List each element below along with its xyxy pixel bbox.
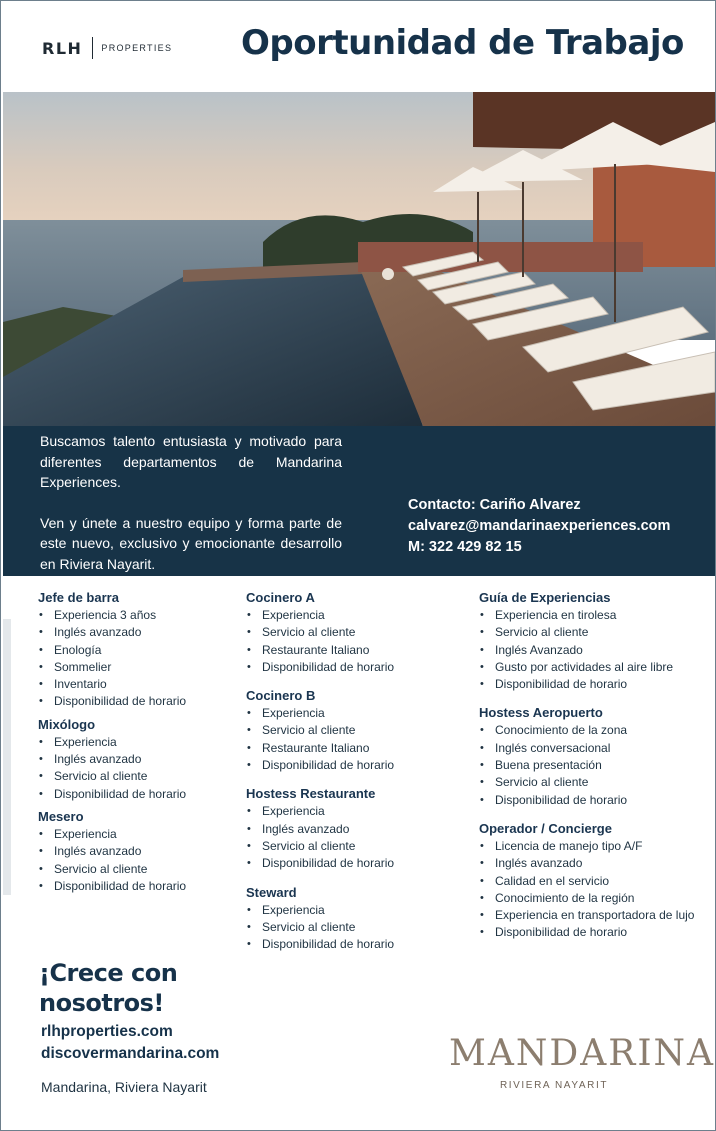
job-title: Operador / Concierge [479, 820, 612, 836]
requirements-list [246, 607, 466, 676]
requirement-item: • Restaurante Italiano [246, 740, 466, 757]
requirement-item: • Inglés avanzado [38, 751, 228, 768]
jobs-column-1 [38, 589, 228, 900]
requirement-item: • Servicio al cliente [246, 838, 466, 855]
job-title: Hostess Aeropuerto [479, 705, 603, 721]
requirement-item: • Disponibilidad de horario [38, 878, 228, 895]
requirements-list [246, 803, 466, 872]
contact-block [408, 495, 670, 558]
job-title: Mesero [38, 808, 84, 824]
hero-photo-infinity-pool [3, 92, 715, 426]
requirement-item: • Restaurante Italiano [246, 642, 466, 659]
requirement-item: • Licencia de manejo tipo A/F [479, 838, 711, 855]
job-listing [38, 589, 228, 711]
requirement-item: • Disponibilidad de horario [479, 792, 711, 809]
job-listing [38, 808, 228, 895]
intro-paragraph: Ven y únete a nuestro equipo y forma parte de este nuevo, exclusivo y emocionante desarrollo en Riviera Nayarit. [40, 514, 342, 572]
requirement-item: • Disponibilidad de horario [38, 693, 228, 710]
requirement-item: • Inglés avanzado [38, 624, 228, 641]
requirement-item: • Enología [38, 642, 228, 659]
location-text: Mandarina, Riviera Nayarit [41, 1079, 207, 1095]
requirement-item: • Disponibilidad de horario [246, 936, 466, 953]
job-title: Hostess Restaurante [246, 786, 376, 802]
job-listing [246, 884, 466, 954]
job-title: Mixólogo [38, 716, 96, 732]
requirement-item: • Servicio al cliente [38, 768, 228, 785]
requirement-item: • Experiencia 3 años [38, 607, 228, 624]
job-listing [38, 716, 228, 803]
link-discovermandarina[interactable]: discovermandarina.com [41, 1045, 220, 1062]
contact-name: Contacto: Cariño Alvarez [408, 497, 581, 513]
requirement-item: • Buena presentación [479, 757, 711, 774]
requirement-item: • Servicio al cliente [479, 624, 711, 641]
requirement-item: • Disponibilidad de horario [479, 676, 711, 693]
requirement-item: • Disponibilidad de horario [479, 924, 711, 941]
requirement-item: • Experiencia [38, 826, 228, 843]
requirement-item: • Sommelier [38, 659, 228, 676]
requirement-item: • Disponibilidad de horario [246, 855, 466, 872]
website-links [41, 1021, 219, 1065]
intro-paragraph: Buscamos talento entusiasta y motivado para diferentes departamentos de Mandarina Experiences. [40, 433, 342, 490]
grow-with-us-heading [39, 958, 177, 1018]
logo-divider [92, 37, 93, 59]
requirements-list [246, 705, 466, 774]
logo-name: RLH [42, 38, 83, 58]
job-listing [246, 687, 466, 774]
requirement-item: • Inventario [38, 676, 228, 693]
logo-subtitle: PROPERTIES [101, 43, 173, 53]
mandarina-logo [449, 1033, 716, 1091]
job-listing [479, 589, 711, 693]
requirement-item: • Inglés Avanzado [479, 642, 711, 659]
jobs-column-2 [246, 589, 466, 964]
intro-contact-band [3, 426, 715, 576]
requirement-item: • Inglés avanzado [479, 855, 711, 872]
requirement-item: • Conocimiento de la región [479, 890, 711, 907]
requirement-item: • Inglés conversacional [479, 740, 711, 757]
requirement-item: • Experiencia en tirolesa [479, 607, 711, 624]
job-title: Jefe de barra [38, 590, 119, 605]
rlh-properties-logo [42, 37, 172, 59]
requirement-item: • Servicio al cliente [246, 919, 466, 936]
requirements-list [246, 902, 466, 954]
requirements-list [479, 722, 711, 808]
job-title: Guía de Experiencias [479, 590, 611, 605]
requirement-item: • Conocimiento de la zona [479, 722, 711, 739]
requirement-item: • Disponibilidad de horario [38, 786, 228, 803]
requirement-item: • Servicio al cliente [246, 722, 466, 739]
requirements-list [38, 734, 228, 803]
job-listing [479, 820, 711, 942]
requirement-item: • Calidad en el servicio [479, 873, 711, 890]
requirements-list [38, 607, 228, 711]
requirement-item: • Experiencia en transportadora de lujo [479, 907, 711, 924]
brand-subtitle: RIVIERA NAYARIT [499, 1080, 609, 1091]
requirement-item: • Inglés avanzado [246, 821, 466, 838]
requirement-item: • Experiencia [246, 902, 466, 919]
intro-text [40, 431, 342, 574]
requirement-item: • Experiencia [38, 734, 228, 751]
page-title: Oportunidad de Trabajo [241, 23, 684, 63]
requirement-item: • Experiencia [246, 607, 466, 624]
job-title: Cocinero A [246, 590, 315, 605]
job-title: Cocinero B [246, 688, 316, 704]
grow-line: ¡Crece con [39, 959, 178, 987]
requirement-item: • Disponibilidad de horario [246, 757, 466, 774]
requirement-item: • Servicio al cliente [246, 624, 466, 641]
requirement-item: • Inglés avanzado [38, 843, 228, 860]
brand-name: MANDARINA [449, 1033, 716, 1074]
link-rlhproperties[interactable]: rlhproperties.com [41, 1023, 173, 1040]
requirement-item: • Experiencia [246, 803, 466, 820]
grow-line: nosotros! [39, 989, 164, 1017]
contact-phone[interactable]: M: 322 429 82 15 [408, 539, 522, 555]
job-title: Steward [246, 884, 297, 900]
side-accent [3, 619, 11, 895]
jobs-column-3 [479, 589, 711, 953]
requirement-item: • Disponibilidad de horario [246, 659, 466, 676]
requirement-item: • Servicio al cliente [479, 774, 711, 791]
requirements-list [479, 607, 711, 693]
job-listing [246, 589, 466, 676]
requirement-item: • Gusto por actividades al aire libre [479, 659, 711, 676]
contact-email[interactable]: calvarez@mandarinaexperiences.com [408, 518, 671, 534]
requirements-list [479, 838, 711, 942]
requirements-list [38, 826, 228, 895]
job-listing [246, 785, 466, 872]
requirement-item: • Experiencia [246, 705, 466, 722]
requirement-item: • Servicio al cliente [38, 861, 228, 878]
job-listing [479, 704, 711, 808]
